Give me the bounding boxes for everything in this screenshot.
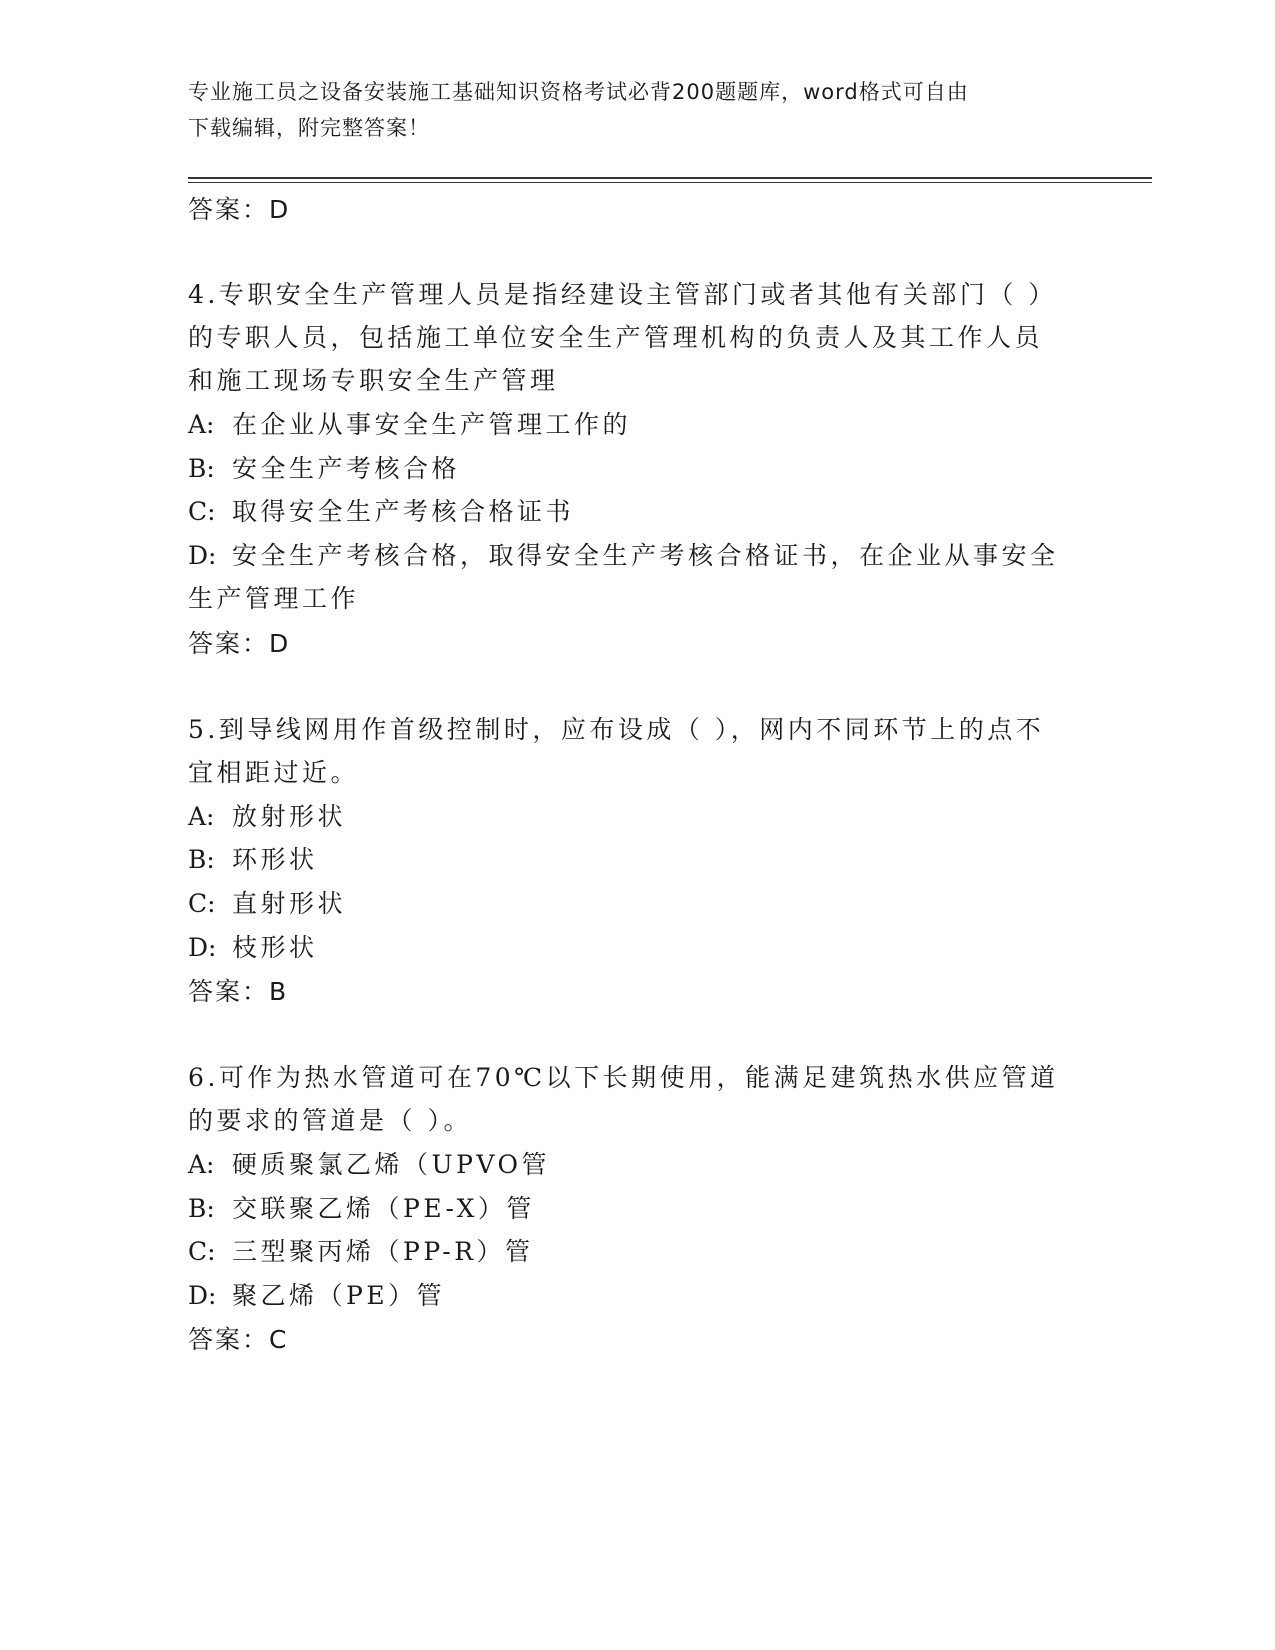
option-text: 交联聚乙烯（PE-X）管 [232, 1194, 535, 1223]
question-stem [188, 710, 1044, 746]
option-a [188, 797, 346, 833]
question-stem [188, 1058, 1059, 1094]
option-c [188, 492, 574, 528]
answer-label: 答案： [188, 629, 270, 658]
option-letter: D: [188, 541, 217, 570]
answer-value: B [269, 977, 289, 1006]
answer-value: C [269, 1325, 289, 1354]
option-a [188, 1145, 550, 1181]
option-letter: A: [188, 410, 215, 439]
option-b [188, 449, 460, 485]
option-letter: B: [188, 454, 215, 483]
answer-label: 答案： [188, 1325, 270, 1354]
option-letter: C: [188, 497, 216, 526]
option-c [188, 884, 346, 920]
answer-value: D [269, 629, 291, 658]
option-letter: B: [188, 1194, 215, 1223]
option-letter: A: [188, 802, 215, 831]
option-text: 三型聚丙烯（PP-R）管 [232, 1237, 534, 1266]
answer-line [188, 190, 290, 226]
option-letter: D: [188, 1281, 217, 1310]
question-number: 4. [188, 280, 219, 309]
header-divider-thin [188, 182, 1152, 183]
question-stem [188, 275, 1057, 311]
question-stem-cont: 宜相距过近。 [188, 758, 360, 787]
option-letter: C: [188, 889, 216, 918]
option-text: 在企业从事安全生产管理工作的 [232, 410, 632, 439]
option-text: 硬质聚氯乙烯（UPVO管 [232, 1150, 551, 1179]
option-text: 枝形状 [232, 933, 318, 962]
header-line-1: 专业施工员之设备安装施工基础知识资格考试必背200题题库，word格式可自由 [188, 80, 969, 104]
option-text: 取得安全生产考核合格证书 [232, 497, 575, 526]
answer-line [188, 972, 288, 1008]
answer-label: 答案： [188, 977, 270, 1006]
option-b [188, 1189, 535, 1225]
question-text: 到导线网用作首级控制时，应布设成（ ），网内不同环节上的点不 [218, 715, 1045, 744]
option-text: 安全生产考核合格 [232, 454, 461, 483]
question-text: 专职安全生产管理人员是指经建设主管部门或者其他有关部门（ ） [218, 280, 1057, 309]
option-letter: D: [188, 933, 217, 962]
option-d [188, 536, 1059, 572]
option-text: 环形状 [232, 845, 318, 874]
answer-value: D [269, 195, 291, 224]
option-b [188, 840, 318, 876]
option-letter: B: [188, 845, 215, 874]
option-d-cont: 生产管理工作 [188, 584, 360, 613]
option-text: 放射形状 [232, 802, 347, 831]
option-d [188, 1276, 445, 1312]
option-text: 直射形状 [232, 889, 347, 918]
question-stem-cont: 的要求的管道是（ ）。 [188, 1106, 472, 1135]
answer-line [188, 1320, 288, 1356]
option-a [188, 405, 631, 441]
question-number: 6. [188, 1063, 219, 1092]
header-divider-thick [188, 177, 1152, 179]
option-d [188, 928, 318, 964]
option-letter: A: [188, 1150, 215, 1179]
question-stem-cont: 和施工现场专职安全生产管理 [188, 366, 559, 395]
question-number: 5. [188, 715, 219, 744]
header-line-2: 下载编辑，附完整答案！ [188, 116, 430, 140]
option-text: 聚乙烯（PE）管 [232, 1281, 446, 1310]
question-text: 可作为热水管道可在70℃以下长期使用，能满足建筑热水供应管道 [218, 1063, 1059, 1092]
option-letter: C: [188, 1237, 216, 1266]
option-text: 安全生产考核合格，取得安全生产考核合格证书，在企业从事安全 [232, 541, 1059, 570]
option-c [188, 1232, 534, 1268]
answer-label: 答案： [188, 195, 270, 224]
answer-line [188, 624, 290, 660]
question-stem-cont: 的专职人员，包括施工单位安全生产管理机构的负责人及其工作人员 [188, 323, 1044, 352]
